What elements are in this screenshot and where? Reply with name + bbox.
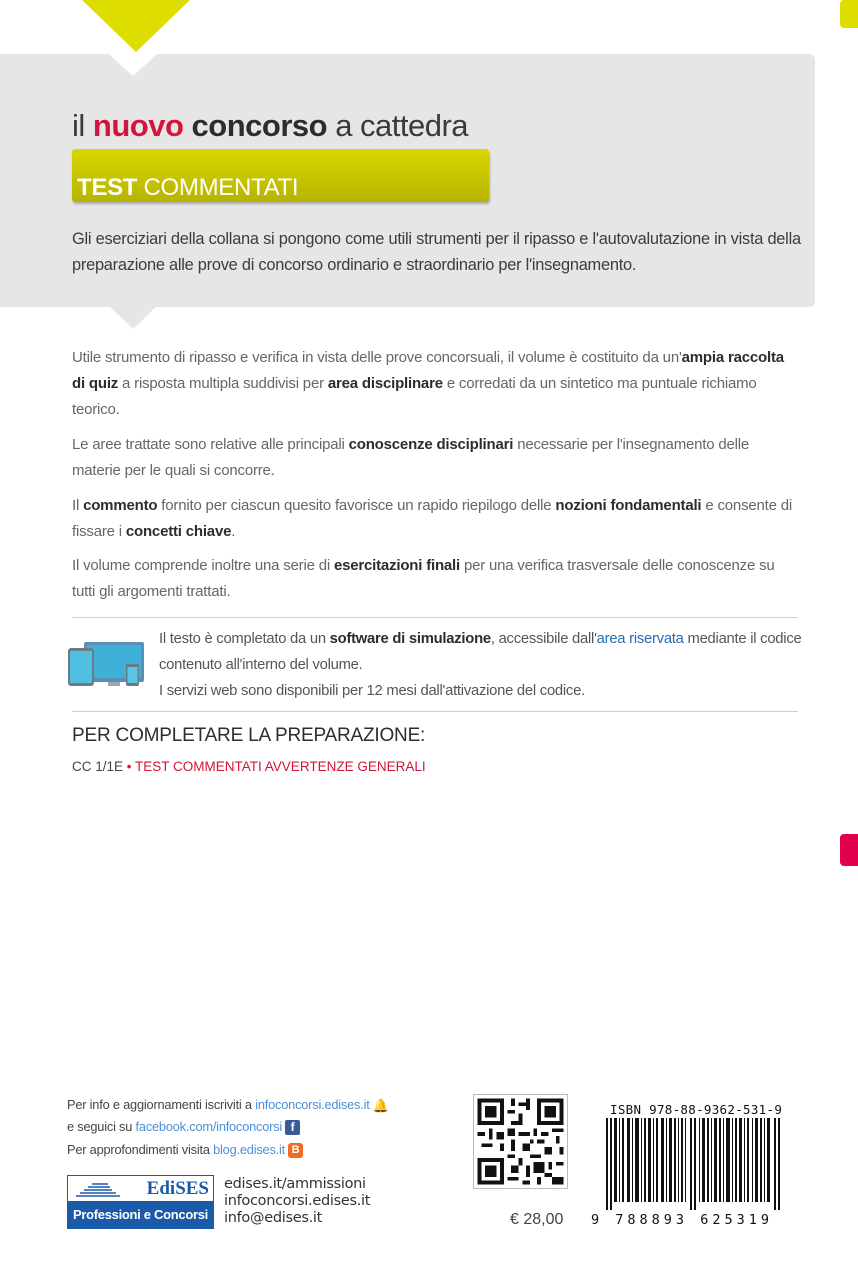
barcode [604,1118,784,1210]
series-suffix: a cattedra [335,108,469,143]
qr-code [473,1094,568,1189]
price: € 28,00 [510,1211,564,1228]
devices-icon [68,640,148,690]
series-title [72,108,468,144]
panel-notch-top [109,54,157,76]
yellow-edge-tab [840,0,858,28]
logo-tagline: Professioni e Concorsi [68,1201,213,1228]
software-line-2: I servizi web sono disponibili per 12 mesi dall'attivazione del codice. [159,683,585,699]
divider-bottom [72,711,798,712]
series-highlight: nuovo [92,108,184,143]
series-bold-word: concorso [191,108,328,143]
yellow-triangle-decoration [82,0,190,52]
prep-item-bullet: • [126,759,132,774]
band-title-rest: COMMENTATI [143,174,299,201]
contact-email[interactable]: info@edises.it [224,1210,323,1226]
facebook-link[interactable]: facebook.com/infoconcorsi [135,1119,283,1134]
book-lines-icon [74,1181,122,1197]
series-prefix: il [72,108,85,143]
red-edge-tab [840,834,858,866]
facebook-icon[interactable]: f [285,1120,300,1135]
isbn-label: ISBN 978-88-9362-531-9 [610,1102,783,1117]
band-title-bold: TEST [77,174,138,201]
prep-item-code: CC 1/1E [72,759,124,774]
software-line-1: Il testo è completato da un software di simulazione, accessibile dall'area riservata mediante il codice contenuto all'interno del volume. [159,631,802,673]
info-line-2: e seguici su facebook.com/infoconcorsi f [67,1119,300,1135]
area-riservata-link[interactable]: area riservata [596,631,684,647]
software-info [159,626,809,704]
blog-link[interactable]: blog.edises.it [213,1142,286,1157]
barcode-digits: 9 788893 625319 [591,1212,773,1228]
logo-name: EdiSES [146,1178,209,1199]
info-line-3: Per approfondimenti visita blog.edises.it B [67,1142,303,1158]
edises-logo [67,1175,214,1229]
infoconcorsi-link[interactable]: infoconcorsi.edises.it [255,1097,370,1112]
info-line-1: Per info e aggiornamenti iscriviti a infoconcorsi.edises.it 🔔 [67,1097,389,1113]
prep-item [72,759,426,774]
band-title [77,174,298,202]
prep-heading: PER COMPLETARE LA PREPARAZIONE: [72,725,426,746]
prep-item-title[interactable]: TEST COMMENTATI AVVERTENZE GENERALI [135,759,426,774]
paragraph-4: Il volume comprende inoltre una serie di esercitazioni finali per una verifica trasversale delle conoscenze su tutti gli argomenti trattati. [72,557,775,600]
contacts [224,1176,370,1227]
bell-icon: 🔔 [372,1097,389,1113]
paragraph-3: Il commento fornito per ciascun quesito favorisce un rapido riepilogo delle nozioni fondamentali e consente di fissare i concetti chiave. [72,497,793,540]
contact-infoconcorsi[interactable]: infoconcorsi.edises.it [224,1193,371,1209]
blogger-icon[interactable]: B [288,1143,303,1158]
paragraph-2: Le aree trattate sono relative alle principali conoscenze disciplinari necessarie per l'insegnamento delle materie per le quali si concorre. [72,436,750,479]
intro-text: Gli eserciziari della collana si pongono come utili strumenti per il ripasso e l'autovalutazione in vista della preparazione alle prove di concorso ordinario e straordinario per l'insegnamento. [72,230,801,274]
panel-notch-bottom [110,307,156,329]
divider-top [72,617,798,618]
contact-ammissioni[interactable]: edises.it/ammissioni [224,1176,366,1192]
paragraph-1: Utile strumento di ripasso e verifica in vista delle prove concorsuali, il volume è costituito da un'ampia raccolta di quiz a risposta multipla suddivisi per area disciplinare e corredati da un sintetico ma puntuale richiamo teorico. [72,349,784,418]
